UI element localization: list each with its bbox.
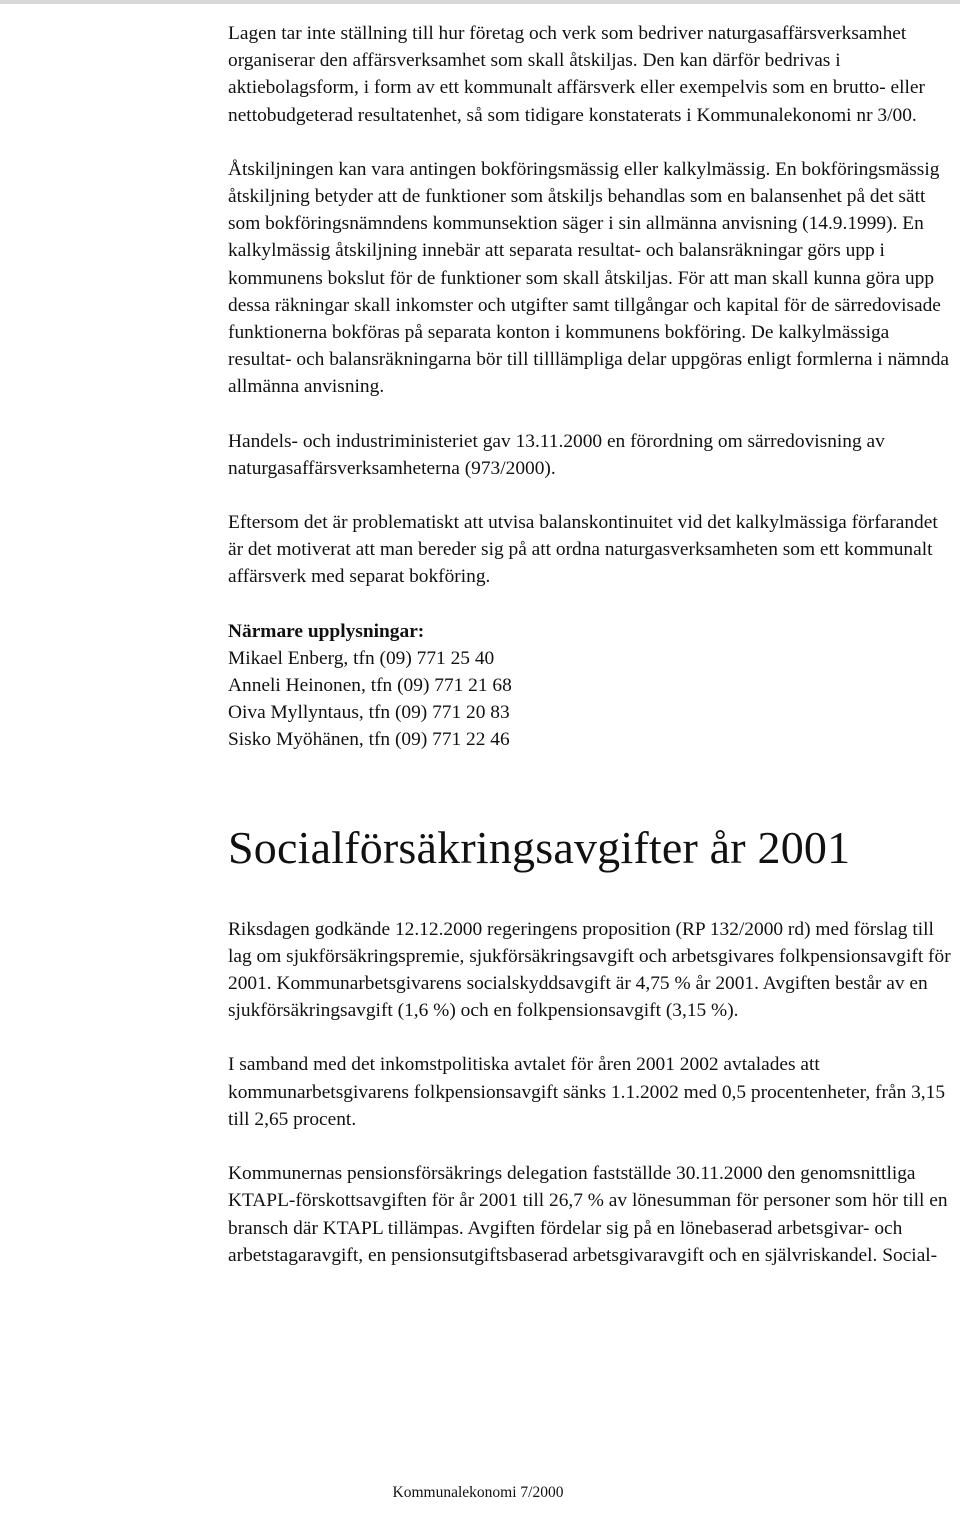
paragraph-parliament-decision: Riksdagen godkände 12.12.2000 regeringens proposition (RP 132/2000 rd) med förslag till lag om sjukförsäkringspremie, sjukförsäkringsavgift och arbetsgivares folkpensionsavgift för 2001. Kommunarbetsgivarens socialskyddsavgift är 4,75 % år 2001. Avgiften består av en sjukförsäkringsavgift (1,6 %) och en folkpensionsavgift (3,15 %). (228, 918, 951, 1022)
footer-publication: Kommunalekonomi 7/2000 (392, 1484, 564, 1501)
page-top-border (0, 0, 960, 4)
contact-person: Sisko Myöhänen, tfn (09) 771 22 46 (228, 729, 510, 751)
contact-block (228, 618, 953, 754)
contact-person: Anneli Heinonen, tfn (09) 771 21 68 (228, 675, 512, 697)
section-title: Socialförsäkringsavgifter år 2001 (228, 821, 851, 873)
paragraph-ministry-decree: Handels- och industriministeriet gav 13.11.2000 en förordning om särredovisning av naturgasaffärsverksamheterna (973/2000). (228, 430, 885, 479)
document-page (228, 20, 953, 1269)
paragraph-income-agreement: I samband med det inkomstpolitiska avtalet för åren 2001 2002 avtalades att kommunarbetsgivarens folkpensionsavgift sänks 1.1.2002 med 0,5 procentenheter, från 3,15 till 2,65 procent. (228, 1054, 946, 1130)
paragraph-legal-form: Lagen tar inte ställning till hur företag och verk som bedriver naturgasaffärsverksamhet organiserar den affärsverksamhet som skall åtskiljas. Den kan därför bedrivas i aktiebolagsform, i form av ett kommunalt affärsverk eller exempelvis som en brutto- eller nettobudgeterad resultatenhet, så som tidigare konstaterats i Kommunalekonomi nr 3/00. (228, 23, 925, 126)
paragraph-recommendation: Eftersom det är problematiskt att utvisa balanskontinuitet vid det kalkylmässiga förfarandet är det motiverat att man bereder sig på att ordna naturgasverksamheten som ett kommunalt affärsverk med separat bokföring. (228, 512, 938, 588)
paragraph-pension-delegation: Kommunernas pensionsförsäkrings delegation fastställde 30.11.2000 den genomsnittliga KTAPL-förskottsavgiften för år 2001 till 26,7 % av lönesumman för personer som hör till en bransch där KTAPL tillämpas. Avgiften fördelar sig på en lönebaserad arbetsgivar- och arbetstagaravgift, en pensionsutgiftsbaserad arbetsgivaravgift och en självriskandel. Social- (228, 1163, 948, 1266)
page-footer (0, 1483, 960, 1503)
contact-person: Mikael Enberg, tfn (09) 771 25 40 (228, 647, 495, 669)
contact-person: Oiva Myllyntaus, tfn (09) 771 20 83 (228, 702, 510, 724)
contact-heading: Närmare upplysningar: (228, 620, 425, 642)
paragraph-separation-types: Åtskiljningen kan vara antingen bokföringsmässig eller kalkylmässig. En bokföringsmässig åtskiljning betyder att de funktioner som åtskiljs behandlas som en balansenhet på det sätt som bokföringsnämndens kommunsektion säger i sin allmänna anvisning (14.9.1999). En kalkylmässig åtskiljning innebär att separata resultat- och balansräkningar görs upp i kommunens bokslut för de funktioner som skall åtskiljas. För att man skall kunna göra upp dessa räkningar skall inkomster och utgifter samt tillgångar och kapital för de särredovisade funktionerna bokföras på separata konton i kommunens bokföring. De kalkylmässiga resultat- och balansräkningarna bör till tilllämpliga delar uppgöras enligt formlerna i nämnda allmänna anvisning. (228, 158, 949, 398)
